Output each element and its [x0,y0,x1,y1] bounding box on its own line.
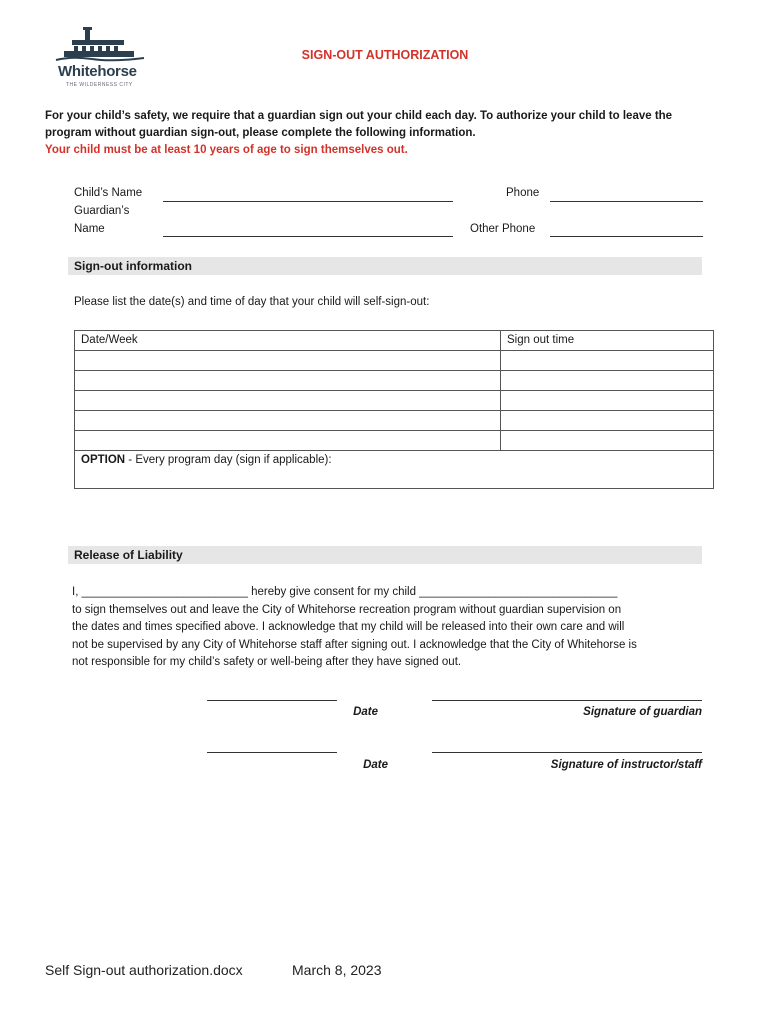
instructor-signature-field[interactable] [432,752,702,753]
childs-name-label: Child’s Name [74,187,143,199]
date-cell[interactable] [75,411,501,431]
guardian-date-label: Date [353,706,378,718]
time-cell[interactable] [501,371,714,391]
phone-label: Phone [506,187,540,199]
table-row [75,351,714,371]
table-row [75,411,714,431]
date-cell[interactable] [75,351,501,371]
col-header-time: Sign out time [501,331,714,351]
time-cell[interactable] [501,411,714,431]
table-header-row [75,331,714,351]
footer-date: March 8, 2023 [292,962,382,978]
signout-section-heading: Sign-out information [68,257,702,275]
time-cell[interactable] [501,391,714,411]
age-warning: Your child must be at least 10 years of age to sign themselves out. [45,144,408,156]
guardian-name-field[interactable] [163,236,453,237]
time-cell[interactable] [501,351,714,371]
instructor-date-label: Date [363,759,388,771]
date-cell[interactable] [75,391,501,411]
table-row [75,371,714,391]
col-header-date: Date/Week [75,331,501,351]
release-line-3: the dates and times specified above. I acknowledge that my child will be released into their own care and will [72,621,625,633]
guardian-signature-field[interactable] [432,700,702,701]
intro-line-1: For your child’s safety, we require that a guardian sign out your child each day. To authorize your child to leave the [45,110,673,122]
release-section-heading: Release of Liability [68,546,702,564]
release-line-4: not be supervised by any City of Whitehorse staff after signing out. I acknowledge that the City of Whitehorse is [72,638,637,651]
release-text [72,584,712,672]
signout-instruction: Please list the date(s) and time of day that your child will self-sign-out: [74,296,430,308]
date-cell[interactable] [75,431,501,451]
other-phone-label: Other Phone [470,223,536,235]
page-title: SIGN-OUT AUTHORIZATION [301,48,469,62]
option-row [75,451,714,489]
guardian-name-label: Name [74,223,105,235]
time-cell[interactable] [501,431,714,451]
guardians-label: Guardian’s [74,205,130,217]
release-line-5: not responsible for my child’s safety or well-being after they have signed out. [72,656,462,668]
guardian-date-field[interactable] [207,700,337,701]
option-text: - Every program day (sign if applicable): [125,454,332,466]
signout-table [74,330,714,489]
childs-name-field[interactable] [163,201,453,202]
logo-tagline: THE WILDERNESS CITY [66,82,133,88]
release-line-1: I, __________________________ hereby give consent for my child _______________________________ [72,586,618,598]
release-line-2: to sign themselves out and leave the City of Whitehorse recreation program without guardian supervision on [72,603,622,616]
logo-wordmark: Whitehorse [58,63,137,80]
guardian-signature-label: Signature of guardian [583,706,702,718]
intro-line-2: program without guardian sign-out, please complete the following information. [45,127,476,139]
phone-field[interactable] [550,201,703,202]
table-row [75,391,714,411]
date-cell[interactable] [75,371,501,391]
instructor-date-field[interactable] [207,752,337,753]
intro-text [45,108,725,159]
table-row [75,431,714,451]
other-phone-field[interactable] [550,236,703,237]
footer-filename: Self Sign-out authorization.docx [45,962,243,978]
instructor-signature-label: Signature of instructor/staff [550,759,702,771]
option-bold-label: OPTION [81,454,126,466]
option-cell[interactable] [75,451,714,489]
